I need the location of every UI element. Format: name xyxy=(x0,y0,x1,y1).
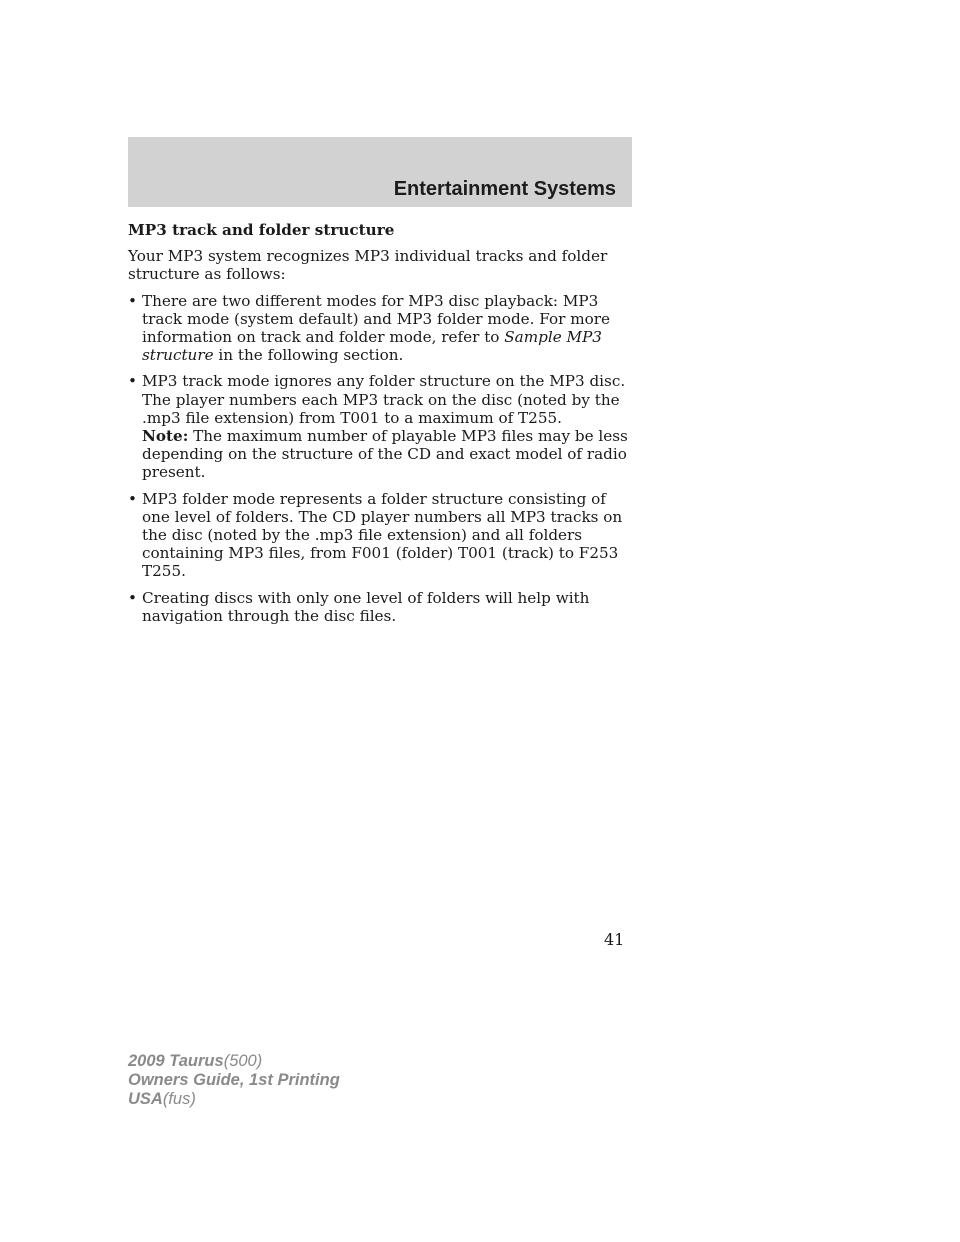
intro-paragraph: Your MP3 system recognizes MP3 individual tracks and folder structure as follows: xyxy=(128,247,608,284)
chapter-title: Entertainment Systems xyxy=(393,178,616,200)
bullet-icon: • xyxy=(128,489,137,508)
list-item xyxy=(128,490,638,581)
bullet-icon: • xyxy=(128,588,137,607)
bullet-list xyxy=(128,292,638,625)
footer-line-market xyxy=(128,1090,340,1109)
footer-line-model xyxy=(128,1052,340,1071)
section-heading: MP3 track and folder structure xyxy=(128,221,395,239)
footer-model-code: (500) xyxy=(223,1052,263,1070)
list-item xyxy=(128,589,638,625)
footer-market-code: (fus) xyxy=(162,1090,196,1108)
bullet-icon: • xyxy=(128,372,137,391)
footer-model: 2009 Taurus xyxy=(128,1052,224,1070)
bullet-text: There are two different modes for MP3 disc playback: MP3 track mode (system default) and MP3 folder mode. For more information on track and folder mode, refer to xyxy=(142,291,611,347)
bullet-text: Creating discs with only one level of folders will help with navigation through the disc files. xyxy=(142,588,590,625)
footer-market: USA xyxy=(128,1090,163,1108)
footer-line-printing: Owners Guide, 1st Printing xyxy=(128,1071,340,1089)
list-item xyxy=(128,292,638,365)
note-text: The maximum number of playable MP3 files may be less depending on the structure of the CD and exact model of radio present. xyxy=(142,427,628,482)
bullet-text: MP3 folder mode represents a folder structure consisting of one level of folders. The CD player numbers all MP3 tracks on the disc (noted by the .mp3 file extension) and all folders containing MP3 files, from F001 (folder) T001 (track) to F253 T255. xyxy=(142,489,623,581)
section-header-band xyxy=(128,137,632,207)
cross-reference: Sample MP3 structure xyxy=(142,328,602,365)
note-label: Note: xyxy=(142,427,189,446)
bullet-text: in the following section. xyxy=(213,346,404,365)
bullet-icon: • xyxy=(128,291,137,310)
page-content xyxy=(128,221,638,633)
page-number: 41 xyxy=(604,930,625,949)
list-item xyxy=(128,372,638,481)
bullet-text: MP3 track mode ignores any folder structure on the MP3 disc. The player numbers each MP3 track on the disc (noted by the .mp3 file extension) from T001 to a maximum of T255. xyxy=(142,372,626,427)
print-footer xyxy=(128,1052,340,1109)
